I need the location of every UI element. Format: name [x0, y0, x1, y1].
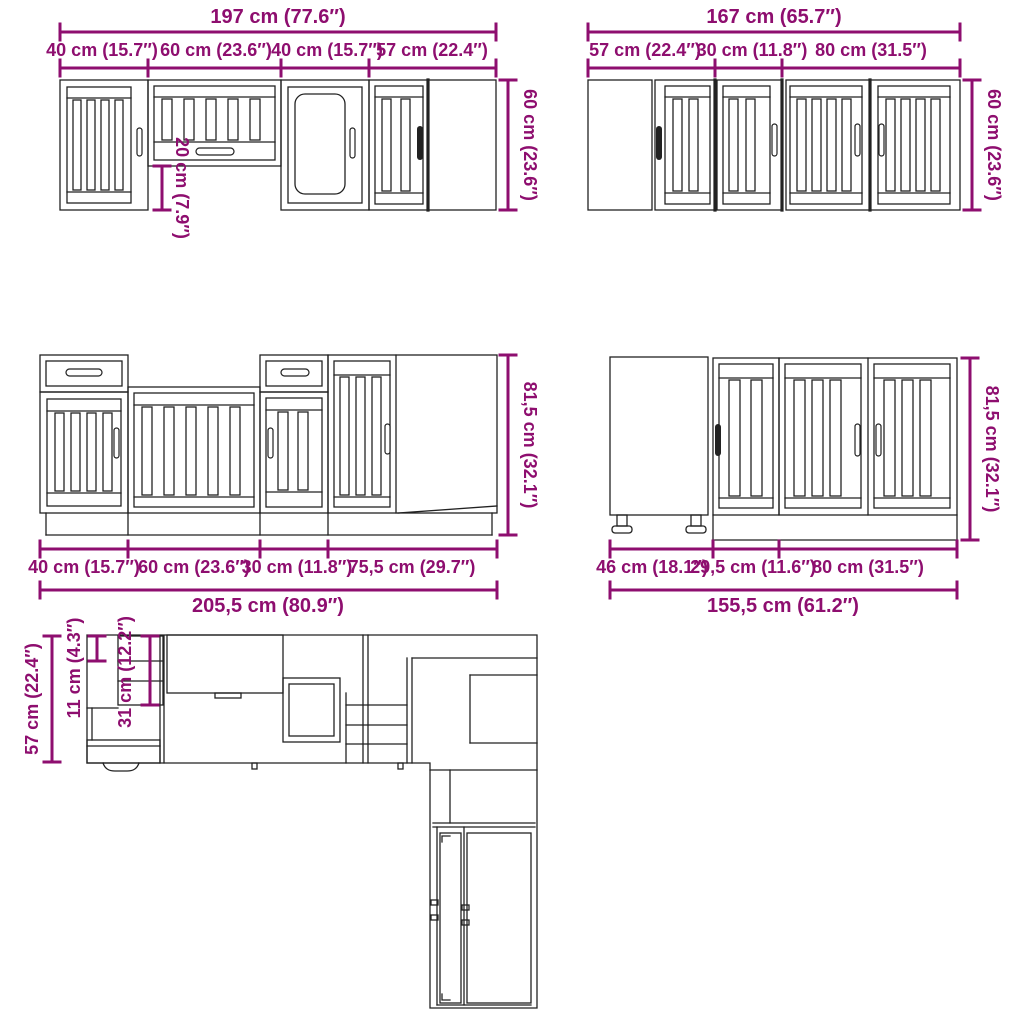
floor-plan-line-art [87, 635, 537, 1008]
height-label: 81,5 cm (32.1″) [520, 381, 540, 509]
base-right-dimensions [596, 358, 1002, 617]
door-handle [772, 124, 777, 156]
segment-width-label: 60 cm (23.6″) [160, 40, 272, 60]
height-label: 60 cm (23.6″) [984, 89, 1004, 201]
segment-width-label: 75,5 cm (29.7″) [348, 557, 476, 577]
adjustable-feet [612, 515, 706, 533]
figure-wall-cabinets-left [46, 6, 540, 239]
wall-right-dimensions [588, 6, 1004, 210]
segment-width-label: 46 cm (18.1″) [596, 557, 708, 577]
handle-notch [103, 763, 139, 771]
segment-width-label: 60 cm (23.6″) [138, 557, 250, 577]
segment-width-label: 80 cm (31.5″) [812, 557, 924, 577]
height-label: 60 cm (23.6″) [520, 89, 540, 201]
base-right-line-art [610, 357, 957, 540]
height-label: 81,5 cm (32.1″) [982, 385, 1002, 513]
segment-width-label: 30 cm (11.8″) [241, 557, 353, 577]
figure-floor-plan [22, 616, 537, 1008]
figure-wall-cabinets-right [588, 6, 1004, 210]
door-handle [137, 128, 142, 156]
door-handle [196, 148, 234, 155]
segment-width-label: 80 cm (31.5″) [815, 40, 927, 60]
base-left-line-art [40, 355, 497, 535]
door-handle [855, 124, 860, 156]
door-handle [385, 424, 390, 454]
upper-offset-label: 11 cm (4.3″) [64, 617, 84, 719]
figure-base-cabinets-left [28, 355, 540, 617]
door-handle [855, 424, 860, 456]
door-handle [879, 124, 884, 156]
segment-width-label: 30 cm (11.8″) [696, 40, 808, 60]
base-left-dimensions [28, 355, 540, 617]
figure-base-cabinets-right [596, 357, 1002, 617]
glass-door-panel [295, 94, 345, 194]
drawer-handle [66, 369, 102, 376]
wall-left-line-art [60, 80, 496, 210]
wall-left-dimensions [46, 6, 540, 239]
depth-label: 57 cm (22.4″) [22, 643, 42, 755]
segment-width-label: 57 cm (22.4″) [376, 40, 488, 60]
segment-width-label: 57 cm (22.4″) [589, 40, 701, 60]
door-handle [656, 126, 662, 160]
total-width-label: 197 cm (77.6″) [210, 6, 346, 28]
drawer-handle [281, 369, 309, 376]
total-width-label: 205,5 cm (80.9″) [192, 595, 344, 617]
counter-depth-label: 31 cm (12.2″) [115, 616, 135, 728]
wall-right-line-art [588, 80, 960, 210]
segment-width-label: 29,5 cm (11.6″) [690, 557, 816, 577]
door-handle [114, 428, 119, 458]
segment-width-label: 40 cm (15.7″) [28, 557, 140, 577]
door-handle [876, 424, 881, 456]
total-width-label: 167 cm (65.7″) [706, 6, 842, 28]
partial-height-label: 20 cm (7.9″) [172, 137, 192, 239]
segment-width-label: 40 cm (15.7″) [271, 40, 383, 60]
segment-width-label: 40 cm (15.7″) [46, 40, 158, 60]
door-handle [417, 126, 423, 160]
door-handle [350, 128, 355, 158]
total-width-label: 155,5 cm (61.2″) [707, 595, 859, 617]
door-handle [268, 428, 273, 458]
door-handle [715, 424, 721, 456]
